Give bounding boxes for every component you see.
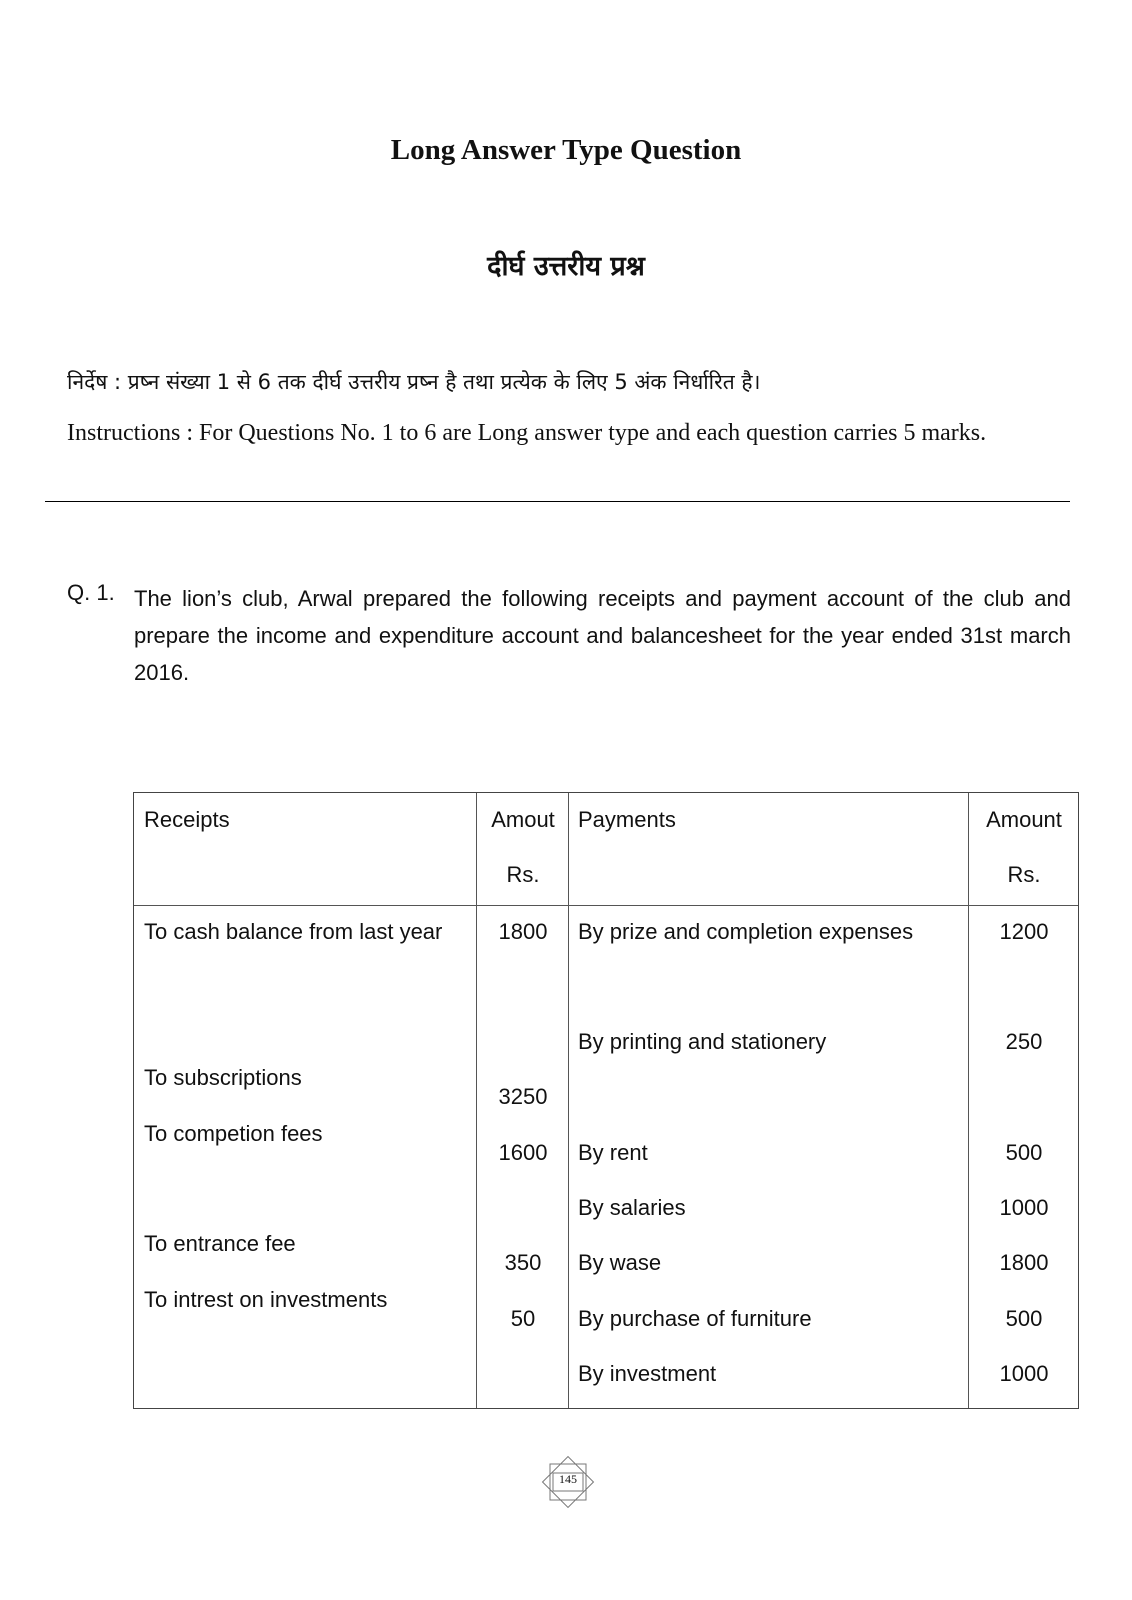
hindi-instructions: निर्देष : प्रष्न संख्या 1 से 6 तक दीर्घ उत्तरीय प्रष्न है तथा प्रत्येक के लिए 5 अंक निर्धारित है। [67,370,761,394]
receipt-amount: 1600 [498,1140,548,1165]
receipt-amount: 50 [510,1306,536,1331]
header-amount-payments-unit: Rs. [1007,862,1041,887]
receipts-payments-table [133,792,1079,1409]
header-amount-receipts: Amout [491,807,555,832]
receipt-label: To subscriptions [144,1065,302,1090]
payment-label: By printing and stationery [578,1029,827,1054]
payment-label: By prize and completion expenses [578,919,914,944]
payment-amount: 1200 [999,919,1049,944]
payment-label: By investment [578,1361,717,1386]
payment-amount: 500 [1005,1140,1043,1165]
receipt-amount: 1800 [498,919,548,944]
payment-amount: 1000 [999,1361,1049,1386]
divider [45,501,1070,502]
receipt-label: To cash balance from last year [144,919,443,944]
header-amount-receipts-unit: Rs. [506,862,540,887]
payment-label: By wase [578,1250,662,1275]
payment-amount: 250 [1005,1029,1043,1054]
receipt-label: To competion fees [144,1121,323,1146]
page-number: 145 [559,1472,577,1486]
payment-label: By purchase of furniture [578,1306,812,1331]
receipt-label: To intrest on investments [144,1287,388,1312]
page-number-badge [540,1454,596,1510]
header-receipts: Receipts [144,807,230,832]
instructions: Instructions : For Questions No. 1 to 6 are Long answer type and each question carries 5 marks. [67,420,987,446]
payment-label: By rent [578,1140,648,1165]
header-amount-payments: Amount [986,807,1062,832]
receipt-amount: 3250 [498,1084,548,1109]
question-number: Q. 1. [67,580,115,605]
hindi-title: दीर्घ उत्तरीय प्रश्न [487,251,645,282]
header-payments: Payments [578,807,676,832]
receipt-amount: 350 [504,1250,542,1275]
payment-label: By salaries [578,1195,686,1220]
payment-amount: 500 [1005,1306,1043,1331]
payment-amount: 1800 [999,1250,1049,1275]
page-title: Long Answer Type Question [390,134,742,166]
receipt-label: To entrance fee [144,1231,296,1256]
payment-amount: 1000 [999,1195,1049,1220]
header-divider [134,905,1078,906]
question-text: The lion’s club, Arwal prepared the following receipts and payment account of the club and prepare the income and expenditure account and balancesheet for the year ended 31st march 2016. [134,586,1071,685]
